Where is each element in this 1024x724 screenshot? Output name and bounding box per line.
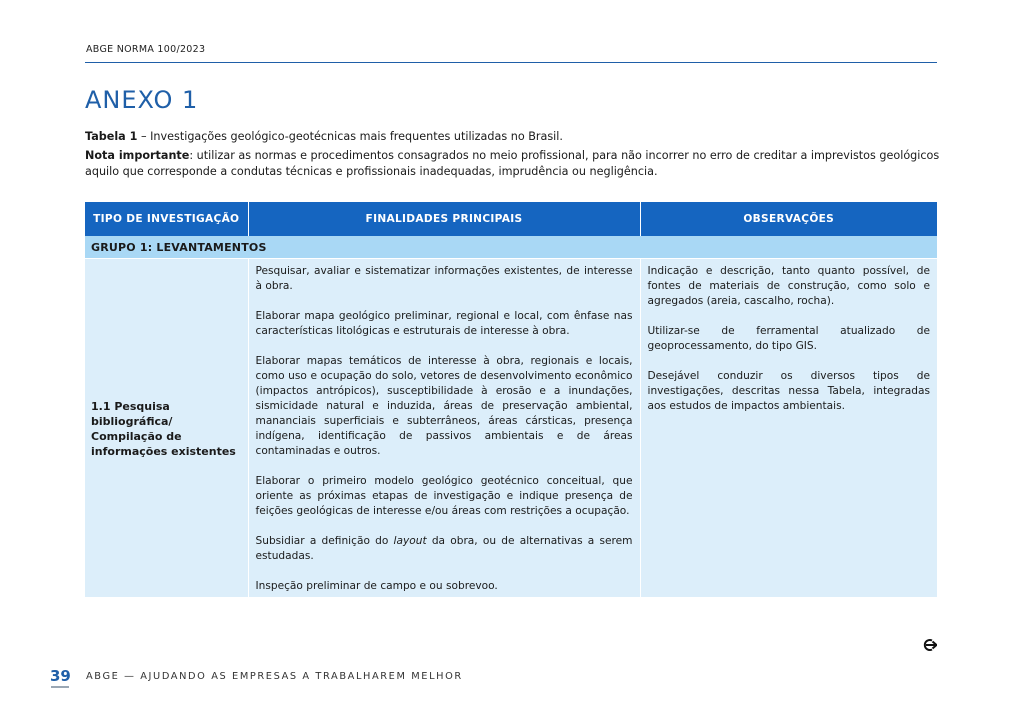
- observation-paragraph: Utilizar-se de ferramental atualizado de geoprocessamento, do tipo GIS.: [647, 325, 930, 352]
- running-head: ABGE NORMA 100/2023: [86, 44, 206, 55]
- investigation-type-cell: 1.1 Pesquisa bibliográfica/ Compilação de informações existentes: [85, 259, 248, 598]
- observations-cell: [640, 259, 937, 598]
- purpose-paragraph-layout: Subsidiar a definição do layout da obra, ou de alternativas a serem estudadas.: [255, 535, 633, 562]
- note-text: : utilizar as normas e procedimentos consagrados no meio profissional, para não incorrer no erro de creditar a imprevistos geológicos aquilo que corresponde a condutas técnicas e profissionais inadequadas, imprudência ou negligência.: [85, 149, 940, 178]
- purposes-cell: [248, 259, 640, 598]
- note-label: Nota importante: [85, 149, 190, 162]
- observation-paragraph: Desejável conduzir os diversos tipos de investigações, descritas nessa Tabela, integradas aos estudos de impactos ambientais.: [647, 370, 930, 412]
- caption-text: – Investigações geológico-geotécnicas mais frequentes utilizadas no Brasil.: [137, 130, 563, 143]
- caption-label: Tabela 1: [85, 130, 138, 143]
- important-note: [85, 148, 943, 179]
- header-divider: [85, 62, 937, 63]
- observation-paragraph: Indicação e descrição, tanto quanto possível, de fontes de materiais de construção, como solo e agregados (areia, cascalho, rocha).: [647, 265, 930, 307]
- column-header-purposes: FINALIDADES PRINCIPAIS: [248, 202, 640, 236]
- page-number-underline: [51, 686, 69, 688]
- page-title: ANEXO 1: [85, 86, 199, 114]
- page-number: 39: [50, 667, 71, 685]
- table-row: [85, 259, 937, 598]
- column-header-type: TIPO DE INVESTIGAÇÃO: [85, 202, 248, 236]
- continue-arrow-icon[interactable]: [921, 638, 937, 652]
- purpose-paragraph: Elaborar o primeiro modelo geológico geotécnico conceitual, que oriente as próximas etapas de investigação e indique presença de feições geológicas de interesse e/ou áreas com restrições a ocupação.: [255, 475, 633, 517]
- investigations-table: [85, 202, 937, 597]
- purpose-paragraph: Inspeção preliminar de campo e ou sobrevoo.: [255, 580, 498, 592]
- purpose-paragraph: Elaborar mapas temáticos de interesse à obra, regionais e locais, como uso e ocupação do solo, vetores de desenvolvimento econômico (impactos antrópicos), susceptibilidade à erosão e a inundações, sismicidade natural e induzida, áreas de preservação ambiental, mananciais superficiais e subterrâneos, áreas cársticas, presença indígena, identificação de passivos ambientais e de áreas contaminadas e outros.: [255, 355, 633, 457]
- purpose-paragraph: Pesquisar, avaliar e sistematizar informações existentes, de interesse à obra.: [255, 265, 633, 292]
- group-row: [85, 236, 937, 259]
- column-header-observations: OBSERVAÇÕES: [640, 202, 937, 236]
- table-header-row: [85, 202, 937, 236]
- purpose-paragraph: Elaborar mapa geológico preliminar, regional e local, com ênfase nas características litológicas e estruturais de interesse à obra.: [255, 310, 633, 337]
- table-caption: [85, 129, 940, 145]
- footer-text: ABGE — AJUDANDO AS EMPRESAS A TRABALHAREM MELHOR: [86, 671, 463, 682]
- group-label: GRUPO 1: LEVANTAMENTOS: [85, 236, 937, 259]
